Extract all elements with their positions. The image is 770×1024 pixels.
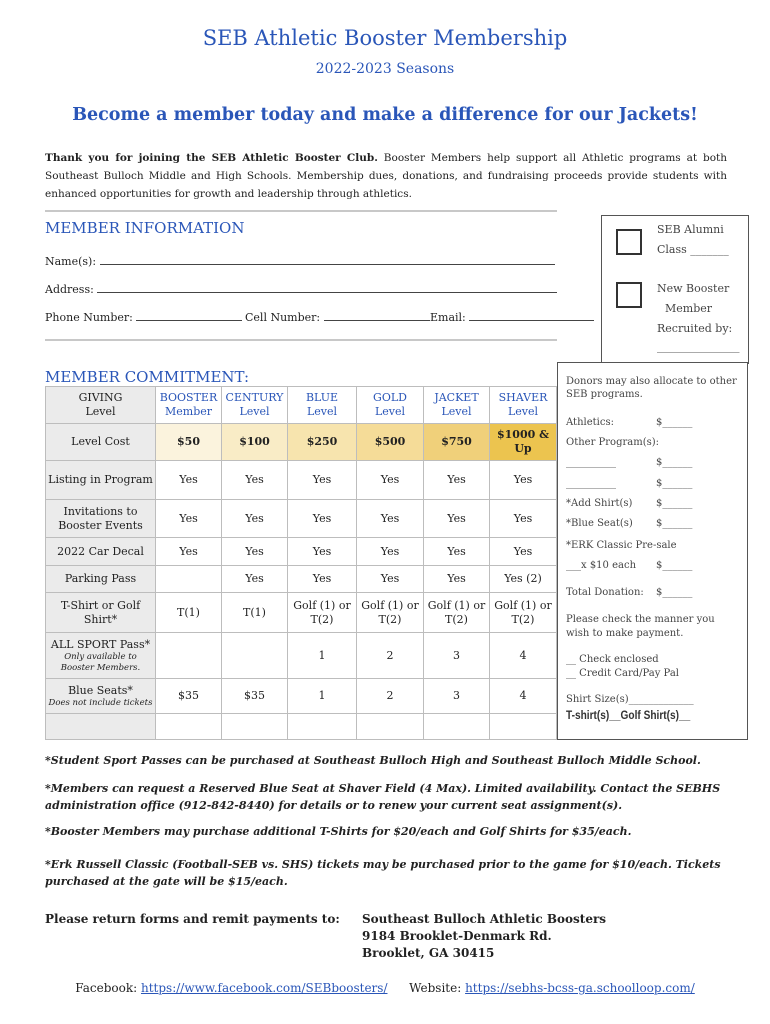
col-header-booster: BOOSTER Member	[156, 387, 222, 424]
row-label: Parking Pass	[46, 566, 156, 593]
website-link[interactable]: https://sebhs-bcss-ga.schoolloop.com/	[465, 981, 695, 995]
total-donation-label: Total Donation:	[566, 587, 644, 598]
cell	[156, 633, 222, 679]
row-label: Invitations to Booster Events	[46, 500, 156, 538]
cell: 4	[490, 633, 557, 679]
cell: Yes	[490, 461, 557, 500]
seasons-subtitle: 2022-2023 Seasons	[315, 61, 455, 77]
cell: Yes	[222, 566, 288, 593]
cell: Yes	[424, 566, 490, 593]
table-row	[46, 538, 557, 566]
add-shirts-amount-field[interactable]: $______	[656, 498, 693, 509]
cell	[156, 566, 222, 593]
athletics-amount-field[interactable]: $______	[656, 417, 693, 428]
note-blue-seats: *Members can request a Reserved Blue Seat at Shaver Field (4 Max). Limited availability. Contact the SEBHS administration office (912-842-8440) for details or to renew your current seat assignment(s).	[45, 782, 721, 812]
address-field[interactable]	[45, 281, 557, 296]
new-member-label-2: Member	[665, 302, 713, 315]
cell: Yes	[357, 500, 424, 538]
form-title: SEB Athletic Booster Membership	[202, 26, 568, 50]
donations-intro: Donors may also allocate to other SEB programs.	[566, 376, 737, 400]
cell: T(1)	[222, 593, 288, 633]
cell: Yes	[222, 500, 288, 538]
cell: T(1)	[156, 593, 222, 633]
return-city: Brooklet, GA 30415	[362, 946, 495, 960]
table-row	[46, 679, 557, 714]
other-programs-label: Other Program(s):	[566, 437, 659, 448]
cell: Golf (1) or T(2)	[357, 593, 424, 633]
credit-card-option[interactable]: __ Credit Card/Pay Pal	[566, 668, 679, 679]
recruited-by-field[interactable]: _______________	[657, 340, 740, 353]
cell: 2	[357, 633, 424, 679]
note-sport-passes: *Student Sport Passes can be purchased at Southeast Bulloch High and Southeast Bulloch Middle School.	[45, 754, 701, 767]
col-header-jacket: JACKET Level	[424, 387, 490, 424]
cell: $35	[156, 679, 222, 714]
facebook-link[interactable]: https://www.facebook.com/SEBboosters/	[140, 981, 388, 995]
row-label	[46, 679, 156, 714]
cell: Yes	[357, 566, 424, 593]
names-label: Name(s):	[45, 255, 97, 268]
cell	[424, 714, 490, 740]
commitment-heading: MEMBER COMMITMENT:	[45, 368, 250, 386]
cell: 3	[424, 633, 490, 679]
cell: Yes	[424, 461, 490, 500]
commitment-table	[45, 386, 557, 740]
email-input-line[interactable]	[469, 309, 594, 321]
cell: Golf (1) or T(2)	[490, 593, 557, 633]
intro-text: Booster Members help support all Athletic programs at both Southeast Bulloch Middle and High Schools. Membership dues, donations, and fundraising proceeds provide students with enhanced opportunities for growth and leadership through athletics.	[45, 152, 727, 200]
cell: 2	[357, 679, 424, 714]
blue-seats-label: *Blue Seat(s)	[566, 518, 633, 529]
cell: $35	[222, 679, 288, 714]
cell	[222, 633, 288, 679]
table-header-row	[46, 387, 557, 424]
cell: $500	[357, 424, 424, 461]
intro-bold: Thank you for joining the SEB Athletic Booster Club.	[45, 152, 378, 164]
cell: 1	[288, 679, 357, 714]
email-label: Email:	[430, 311, 466, 324]
member-info-heading: MEMBER INFORMATION	[45, 219, 245, 237]
cell: Yes	[288, 461, 357, 500]
cell: Yes	[156, 500, 222, 538]
cell: $750	[424, 424, 490, 461]
cell	[288, 714, 357, 740]
cell: Yes	[222, 461, 288, 500]
other-program-2-amount-field[interactable]: $______	[656, 478, 693, 489]
cell: Yes	[156, 538, 222, 566]
cell: Yes	[424, 538, 490, 566]
row-label-note: Does not include tickets	[48, 697, 153, 708]
table-row	[46, 500, 557, 538]
cell	[490, 714, 557, 740]
table-row	[46, 461, 557, 500]
table-row	[46, 633, 557, 679]
cell: $50	[156, 424, 222, 461]
phone-field[interactable]	[45, 309, 242, 324]
blue-seats-amount-field[interactable]: $______	[656, 518, 693, 529]
new-member-checkbox[interactable]	[616, 282, 642, 308]
cell: Yes	[357, 538, 424, 566]
cell: Yes	[288, 500, 357, 538]
erk-presale-label: *ERK Classic Pre-sale	[566, 540, 677, 551]
divider	[45, 210, 557, 212]
col-header-century: CENTURY Level	[222, 387, 288, 424]
cell: 1	[288, 633, 357, 679]
alumni-label: SEB Alumni	[657, 223, 724, 236]
erk-amount-field[interactable]: $______	[656, 560, 693, 571]
address-label: Address:	[45, 283, 94, 296]
cell: $250	[288, 424, 357, 461]
cell: Yes	[288, 538, 357, 566]
col-header-shaver: SHAVER Level	[490, 387, 557, 424]
row-label	[46, 633, 156, 679]
cell: Yes	[357, 461, 424, 500]
cell: Yes	[424, 500, 490, 538]
divider	[45, 339, 557, 341]
footer	[0, 981, 770, 995]
cell: Golf (1) or T(2)	[288, 593, 357, 633]
alumni-checkbox[interactable]	[616, 229, 642, 255]
recruited-by-label: Recruited by:	[657, 322, 733, 335]
cell: Yes	[156, 461, 222, 500]
cell: 3	[424, 679, 490, 714]
facebook-label: Facebook:	[75, 981, 138, 995]
return-street: 9184 Brooklet-Denmark Rd.	[362, 929, 552, 943]
return-label: Please return forms and remit payments to:	[45, 912, 340, 926]
names-field[interactable]	[45, 253, 555, 268]
cell-label: Cell Number:	[245, 311, 321, 324]
col-header-blue: BLUE Level	[288, 387, 357, 424]
email-field[interactable]	[430, 309, 594, 324]
check-enclosed-option[interactable]: __ Check enclosed	[566, 654, 659, 665]
intro-paragraph	[45, 149, 727, 203]
row-label-text: ALL SPORT Pass*	[50, 637, 151, 651]
add-shirts-label: *Add Shirt(s)	[566, 498, 633, 509]
cell: Yes	[490, 538, 557, 566]
other-program-1-amount-field[interactable]: $______	[656, 457, 693, 468]
erk-quantity-field[interactable]: ___x $10 each	[566, 560, 637, 571]
website-label: Website:	[409, 981, 462, 995]
note-erk-classic: *Erk Russell Classic (Football-SEB vs. SHS) tickets may be purchased prior to the game for $10/each. Tickets purchased at the gate will be $15/each.	[45, 858, 721, 888]
cell	[222, 714, 288, 740]
alumni-class-field[interactable]: Class _______	[657, 243, 729, 256]
names-input-line[interactable]	[100, 253, 555, 265]
other-program-2-field[interactable]: __________	[566, 478, 616, 489]
shirt-size-field[interactable]: Shirt Size(s)_____________	[566, 694, 694, 705]
cell: Yes (2)	[490, 566, 557, 593]
athletics-label: Athletics:	[566, 417, 614, 428]
col-header-giving: GIVING Level	[46, 387, 156, 424]
cell	[357, 714, 424, 740]
note-shirts: *Booster Members may purchase additional T-Shirts for $20/each and Golf Shirts for $35/each.	[45, 825, 632, 838]
total-donation-field[interactable]: $______	[656, 587, 693, 598]
new-member-label: New Booster	[657, 282, 730, 295]
cell: Yes	[222, 538, 288, 566]
table-row	[46, 593, 557, 633]
table-row	[46, 566, 557, 593]
return-org: Southeast Bulloch Athletic Boosters	[362, 912, 607, 926]
cell	[156, 714, 222, 740]
cell: Golf (1) or T(2)	[424, 593, 490, 633]
cell: $100	[222, 424, 288, 461]
cell-input-line[interactable]	[324, 309, 430, 321]
phone-label: Phone Number:	[45, 311, 133, 324]
row-label: 2022 Car Decal	[46, 538, 156, 566]
col-header-gold: GOLD Level	[357, 387, 424, 424]
other-program-1-field[interactable]: __________	[566, 457, 616, 468]
cell: $1000 & Up	[490, 424, 557, 461]
row-label: Listing in Program	[46, 461, 156, 500]
cell: 4	[490, 679, 557, 714]
tagline: Become a member today and make a difference for our Jackets!	[72, 105, 698, 125]
payment-prompt: Please check the manner you wish to make payment.	[566, 614, 715, 639]
cell-field[interactable]	[245, 309, 430, 324]
cell: Yes	[490, 500, 557, 538]
address-input-line[interactable]	[97, 281, 557, 293]
row-label-note: Only available to Booster Members.	[60, 651, 141, 673]
row-label: Level Cost	[46, 424, 156, 461]
phone-input-line[interactable]	[136, 309, 242, 321]
row-label	[46, 714, 156, 740]
row-label-text: Blue Seats*	[68, 683, 133, 697]
shirt-type-field[interactable]: T-shirt(s)__Golf Shirt(s)__	[566, 710, 691, 722]
table-row	[46, 714, 557, 740]
cell: Yes	[288, 566, 357, 593]
table-row	[46, 424, 557, 461]
row-label: T-Shirt or Golf Shirt*	[46, 593, 156, 633]
